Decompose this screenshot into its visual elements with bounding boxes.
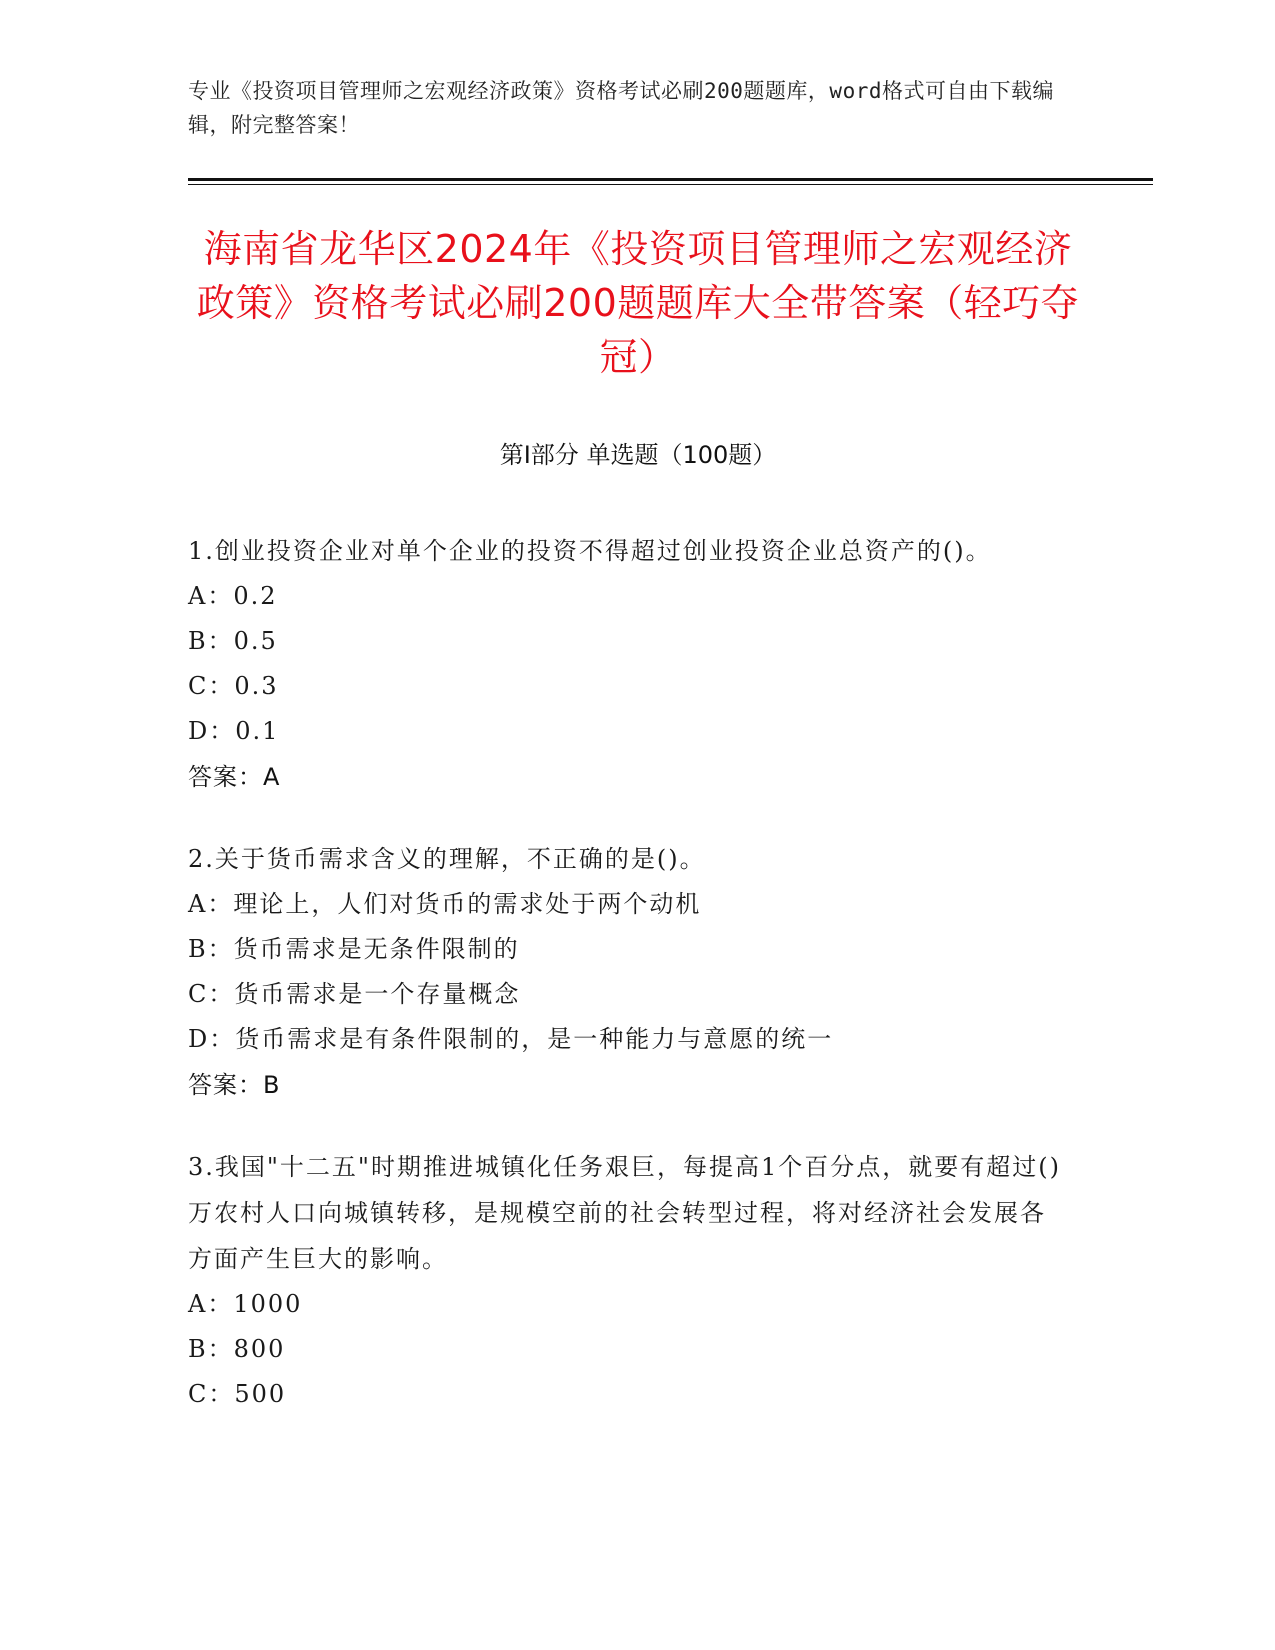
question-stem: 1.创业投资企业对单个企业的投资不得超过创业投资企业总资产的()。 xyxy=(188,537,992,565)
question-1 xyxy=(188,528,1068,800)
option-c: C：货币需求是一个存量概念 xyxy=(188,980,521,1008)
question-3 xyxy=(188,1144,1068,1417)
answer: 答案：B xyxy=(188,1071,281,1099)
option-d: D：0.1 xyxy=(188,717,280,745)
option-c: C：0.3 xyxy=(188,672,279,700)
question-list xyxy=(188,528,1068,1453)
question-stem: 2.关于货币需求含义的理解，不正确的是()。 xyxy=(188,845,706,873)
answer: 答案：A xyxy=(188,763,281,791)
header-divider-thin xyxy=(188,184,1153,185)
option-b: B：800 xyxy=(188,1335,286,1363)
header-note: 专业《投资项目管理师之宏观经济政策》资格考试必刷200题题库，word格式可自由下载编辑，附完整答案！ xyxy=(188,79,1054,137)
option-b: B：货币需求是无条件限制的 xyxy=(188,935,520,963)
option-a: A：1000 xyxy=(188,1290,303,1318)
header-divider-thick xyxy=(188,178,1153,181)
question-2 xyxy=(188,836,1068,1108)
document-title: 海南省龙华区2024年《投资项目管理师之宏观经济政策》资格考试必刷200题题库大全带答案（轻巧夺冠） xyxy=(196,227,1080,379)
option-c: C：500 xyxy=(188,1380,287,1408)
option-d: D：货币需求是有条件限制的，是一种能力与意愿的统一 xyxy=(188,1025,834,1053)
option-a: A：理论上，人们对货币的需求处于两个动机 xyxy=(188,890,702,918)
section-title: 第Ⅰ部分 单选题（100题） xyxy=(499,441,777,469)
option-a: A：0.2 xyxy=(188,582,278,610)
option-b: B：0.5 xyxy=(188,627,278,655)
question-stem: 3.我国"十二五"时期推进城镇化任务艰巨，每提高1个百分点，就要有超过()万农村人口向城镇转移，是规模空前的社会转型过程，将对经济社会发展各方面产生巨大的影响。 xyxy=(188,1153,1061,1273)
